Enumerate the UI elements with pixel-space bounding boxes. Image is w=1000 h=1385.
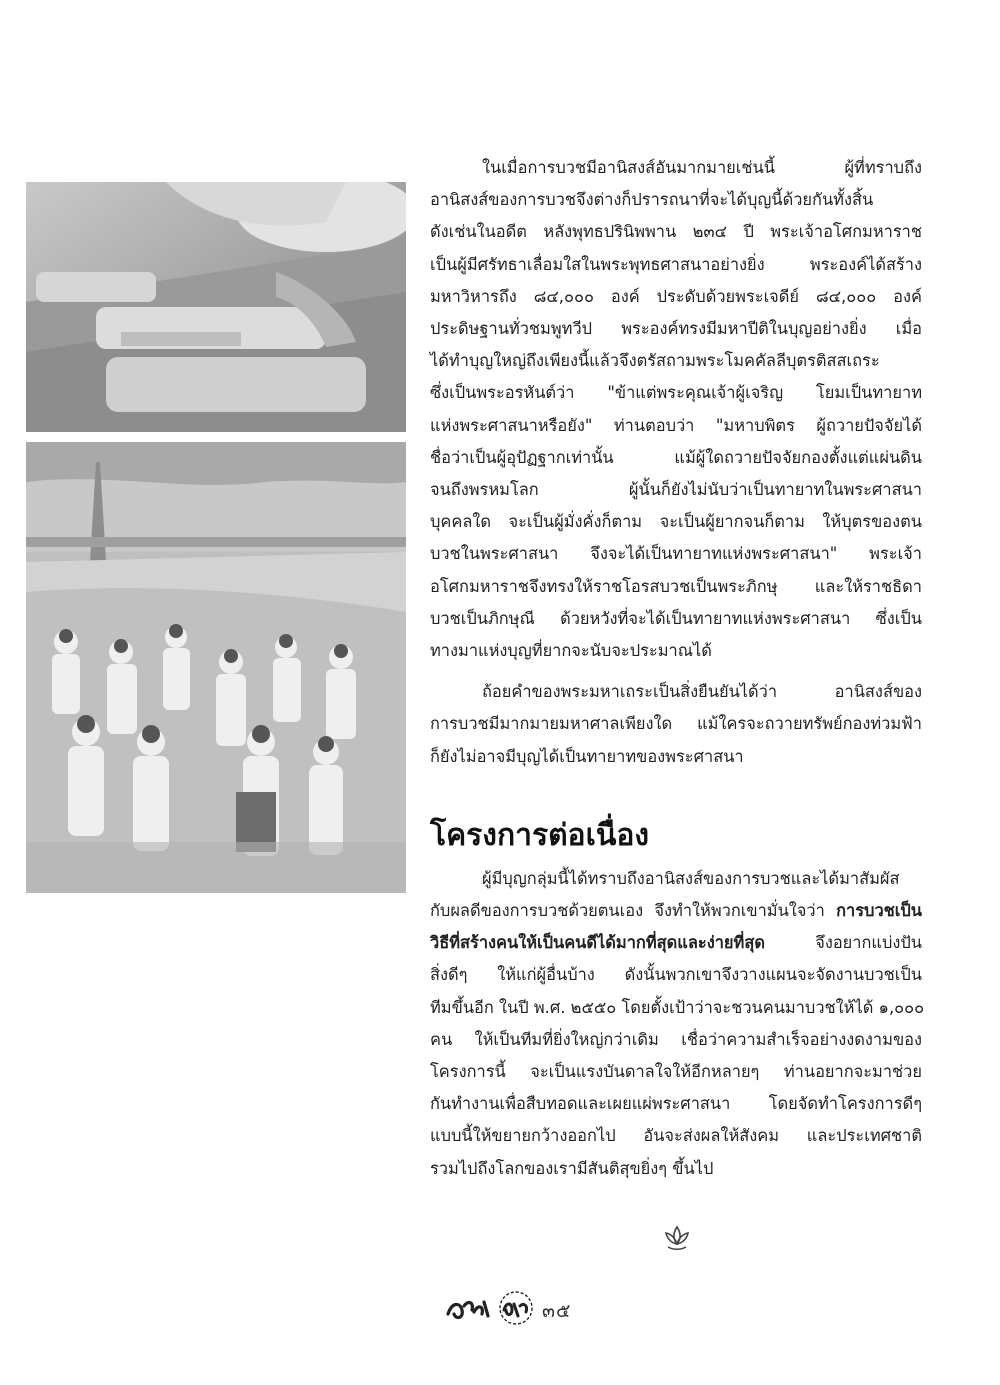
text-line: สิ่งดีๆ ให้แก่ผู้อื่นบ้าง ดังนั้นพวกเขาจึงวางแผนจะจัดงานบวชเป็น — [430, 965, 922, 985]
text-line: รวมไปถึงโลกของเรามีสันติสุขยิ่งๆ ขึ้นไป — [430, 1158, 714, 1178]
text-line: คน ให้เป็นทีมที่ยิ่งใหญ่กว่าเดิม เชื่อว่าความสำเร็จอย่างงดงามของ — [430, 1029, 922, 1049]
emphasis-text: วิธีที่สร้างคนให้เป็นคนดีได้มากที่สุดและง่ายที่สุด — [430, 933, 765, 953]
text-line: อานิสงส์ของการบวชจึงต่างก็ปรารถนาที่จะได้บุญนี้ด้วยกันทั้งสิ้น — [430, 190, 874, 210]
photo-folding-robes — [26, 182, 406, 432]
text-line: กันทำงานเพื่อสืบทอดและเผยแผ่พระศาสนา โดยจัดทำโครงการดีๆ — [430, 1094, 922, 1114]
lotus-ornament-icon — [662, 1224, 692, 1252]
page-footer — [444, 1288, 614, 1328]
paragraph-conclusion — [430, 676, 922, 773]
text-line: มหาวิหารถึง ๘๔,๐๐๐ องค์ ประดับด้วยพระเจดีย์ ๘๔,๐๐๐ องค์ — [430, 286, 922, 306]
emphasis-text: การบวชเป็น — [836, 901, 922, 921]
text-line: แห่งพระศาสนาหรือยัง" ท่านตอบว่า "มหาบพิตร ผู้ถวายปัจจัยได้ — [430, 415, 922, 435]
section-heading: โครงการต่อเนื่อง — [430, 817, 649, 853]
text-line: บวชเป็นภิกษุณี ด้วยหวังที่จะได้เป็นทายาทแห่งพระศาสนา ซึ่งเป็น — [430, 608, 922, 628]
paragraph-asoka-story — [430, 152, 922, 667]
text-line: ถ้อยคำของพระมหาเถระเป็นสิ่งยืนยันได้ว่า อานิสงส์ของ — [482, 682, 922, 702]
text-line: ได้ทำบุญใหญ่ถึงเพียงนี้แล้วจึงตรัสถามพระโมคคัลลีบุตรติสสเถระ — [430, 351, 880, 371]
text-line: ประดิษฐานทั่วชมพูทวีป พระองค์ทรงมีมหาปีติในบุญอย่างยิ่ง เมื่อ — [430, 319, 922, 339]
text-line: ซึ่งเป็นพระอรหันต์ว่า "ข้าแต่พระคุณเจ้าผู้เจริญ โยมเป็นทายาท — [430, 383, 922, 403]
text-segment: จึงอยากแบ่งปัน — [764, 933, 922, 953]
text-line: ทางมาแห่งบุญที่ยากจะนับจะประมาณได้ — [430, 641, 712, 661]
text-line: อโศกมหาราชจึงทรงให้ราชโอรสบวชเป็นพระภิกษุ และให้ราชธิดา — [430, 576, 922, 596]
text-line: ผู้มีบุญกลุ่มนี้ได้ทราบถึงอานิสงส์ของการบวชและได้มาสัมผัส — [482, 868, 900, 888]
handwritten-logo-icon — [444, 1288, 538, 1328]
text-line: ชื่อว่าเป็นผู้อุปัฏฐากเท่านั้น แม้ผู้ใดถวายปัจจัยกองตั้งแต่แผ่นดิน — [430, 447, 922, 467]
text-line: ก็ยังไม่อาจมีบุญได้เป็นทายาทของพระศาสนา — [430, 746, 744, 766]
photo-procession-crowd — [26, 442, 406, 893]
text-line: ดังเช่นในอดีต หลังพุทธปรินิพพาน ๒๓๔ ปี พระเจ้าอโศกมหาราช — [430, 222, 922, 242]
text-line — [430, 927, 922, 959]
text-line: บวชในพระศาสนา จึงจะได้เป็นทายาทแห่งพระศาสนา" พระเจ้า — [430, 544, 922, 564]
page-number: ๓๕ — [542, 1300, 572, 1322]
text-line: การบวชมีมากมายมหาศาลเพียงใด แม้ใครจะถวายทรัพย์กองท่วมฟ้า — [430, 714, 922, 734]
text-segment: กับผลดีของการบวชด้วยตนเอง จึงทำให้พวกเขามั่นใจว่า — [430, 901, 837, 921]
text-line: แบบนี้ให้ขยายกว้างออกไป อันจะส่งผลให้สังคม และประเทศชาติ — [430, 1126, 922, 1146]
text-line: จนถึงพรหมโลก ผู้นั้นก็ยังไม่นับว่าเป็นทายาทในพระศาสนา — [430, 480, 922, 500]
text-line: เป็นผู้มีศรัทธาเลื่อมใสในพระพุทธศาสนาอย่างยิ่ง พระองค์ได้สร้าง — [430, 254, 922, 274]
text-line: ทีมขึ้นอีก ในปี พ.ศ. ๒๕๕๐ โดยตั้งเป้าว่าจะชวนคนมาบวชให้ได้ ๑,๐๐๐ — [430, 997, 925, 1017]
text-line: โครงการนี้ จะเป็นแรงบันดาลใจให้อีกหลายๆ ท่านอยากจะมาช่วย — [430, 1062, 922, 1082]
text-line — [430, 895, 922, 927]
article-body — [430, 152, 925, 1185]
text-line: ในเมื่อการบวชมีอานิสงส์อันมากมายเช่นนี้ ผู้ที่ทราบถึง — [482, 158, 922, 177]
paragraph-project — [430, 863, 925, 1185]
text-line: บุคคลใด จะเป็นผู้มั่งคั่งก็ตาม จะเป็นผู้ยากจนก็ตาม ให้บุตรของตน — [430, 512, 922, 532]
